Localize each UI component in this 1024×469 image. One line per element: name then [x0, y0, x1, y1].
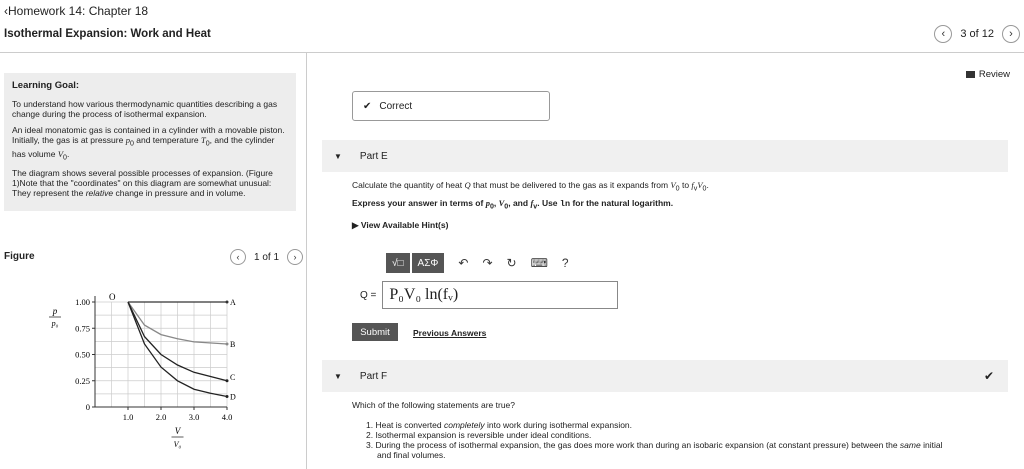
series-label-B: B: [230, 340, 236, 349]
series-end-point-C: [226, 379, 229, 382]
prev-item-button[interactable]: [934, 25, 952, 43]
greek-symbols-button[interactable]: ΑΣΦ: [412, 253, 445, 273]
y-tick-label: 0.25: [75, 375, 90, 386]
figure-pager: [230, 249, 303, 265]
statement-3: 3. During the process of isothermal expansion, the gas does more work than during an isobaric expansion (at constant pressure) between the same initial and final volumes.: [366, 440, 943, 460]
review-link[interactable]: [966, 69, 1010, 80]
series-label-C: C: [230, 372, 236, 382]
x-tick-label: 4.0: [221, 412, 233, 422]
reset-icon[interactable]: ↻: [506, 256, 517, 270]
goal-paragraph-2: An ideal monatomic gas is contained in a cylinder with a movable piston. Initially, the gas is at pressure $p_0$ and temperature $T_0$, and the cylinder has volume $V_0$.: [12, 125, 285, 162]
series-end-point-D: [226, 395, 229, 398]
chevron-right-icon: ›: [293, 252, 297, 262]
correct-label: Correct: [379, 100, 413, 112]
pager-text: 3 of 12: [960, 28, 994, 40]
help-icon[interactable]: ?: [561, 256, 569, 270]
figure-next-button[interactable]: [287, 249, 303, 265]
figure-pager-text: 1 of 1: [254, 251, 280, 263]
part-e-question: Calculate the quantity of heat Q that must be delivered to the gas as it expands from $V_0$ to $f_vV_0$.: [352, 180, 709, 193]
part-e-label: Part E: [359, 150, 388, 162]
math-toolbar: [386, 250, 569, 276]
series-label-D: D: [230, 392, 236, 402]
redo-icon[interactable]: ↷: [482, 256, 493, 270]
series-label-A: A: [230, 298, 236, 307]
series-end-point-B: [226, 343, 229, 346]
submit-button[interactable]: Submit: [352, 323, 398, 341]
keyboard-icon[interactable]: ⌨: [530, 256, 548, 270]
checkmark-icon: ✔: [363, 100, 372, 112]
assignment-pager: [934, 25, 1020, 43]
chevron-right-icon: ›: [1009, 28, 1013, 40]
statement-1: 1. Heat is converted completely into work during isothermal expansion.: [366, 420, 633, 430]
learning-goal-heading: Learning Goal:: [12, 80, 80, 91]
pv-diagram-chart: [40, 285, 270, 460]
caret-down-icon: ▼: [334, 371, 342, 381]
part-f-header[interactable]: [322, 360, 1008, 392]
book-icon: [966, 71, 975, 78]
caret-right-icon: ▶: [352, 220, 361, 230]
goal-paragraph-3: The diagram shows several possible processes of expansion. (Figure 1)Note that the "coordinates" on this diagram are somewhat unusual: They represent the relative change in pressure and in volume.: [12, 168, 273, 199]
checkmark-icon: ✔: [983, 369, 994, 383]
origin-label: O: [109, 292, 116, 302]
statement-2: 2. Isothermal expansion is reversible under ideal conditions.: [366, 430, 592, 440]
chevron-left-icon: ‹: [941, 28, 946, 40]
column-divider: [306, 53, 307, 469]
previous-answers-link[interactable]: Previous Answers: [413, 328, 487, 338]
back-link[interactable]: [4, 4, 148, 18]
part-e-instructions: Express your answer in terms of $p_0$, $V_0$, and $f_v$. Use ln for the natural logarithm.: [352, 198, 674, 211]
undo-icon[interactable]: ↶: [458, 256, 469, 270]
statements-list: [366, 420, 942, 460]
template-button[interactable]: [386, 253, 410, 273]
page-title: Isothermal Expansion: Work and Heat: [4, 28, 211, 40]
x-axis-label-num: V: [174, 426, 181, 436]
y-axis-label-num: p: [52, 306, 58, 316]
y-tick-label: 1.00: [75, 297, 90, 307]
view-hints-link[interactable]: ▶ View Available Hint(s): [352, 220, 449, 230]
caret-down-icon: ▼: [334, 151, 342, 161]
figure-label: Figure: [4, 251, 35, 262]
series-end-point-A: [226, 301, 229, 304]
square-root-icon: √□: [392, 257, 404, 269]
header-divider: [0, 52, 1024, 53]
learning-goal-box: [4, 73, 296, 211]
x-axis-label-den: V₀: [173, 440, 182, 449]
correct-feedback: [352, 91, 550, 121]
chevron-left-icon: ‹: [4, 4, 8, 18]
x-tick-label: 1.0: [122, 412, 134, 422]
y-tick-label: 0: [85, 402, 90, 412]
y-tick-label: 0.50: [75, 349, 90, 360]
part-e-header[interactable]: [322, 140, 1008, 172]
answer-row: [360, 281, 618, 309]
answer-input[interactable]: P₀V₀ ln(fᵥ): [382, 281, 618, 309]
back-link-label: Homework 14: Chapter 18: [8, 4, 149, 18]
y-tick-label: 0.75: [75, 323, 90, 334]
figure-prev-button[interactable]: [230, 249, 246, 265]
x-tick-label: 3.0: [188, 412, 200, 422]
part-f-label: Part F: [359, 370, 388, 382]
x-tick-label: 2.0: [155, 412, 167, 422]
y-axis-label-den: p₀: [51, 319, 59, 328]
part-f-question: Which of the following statements are true?: [352, 400, 515, 410]
goal-paragraph-1: To understand how various thermodynamic quantities describing a gas change during the process of isothermal expansion.: [12, 99, 278, 119]
review-label: Review: [978, 69, 1010, 80]
next-item-button[interactable]: [1002, 25, 1020, 43]
chevron-left-icon: ‹: [236, 252, 240, 262]
answer-label: Q =: [360, 289, 377, 301]
